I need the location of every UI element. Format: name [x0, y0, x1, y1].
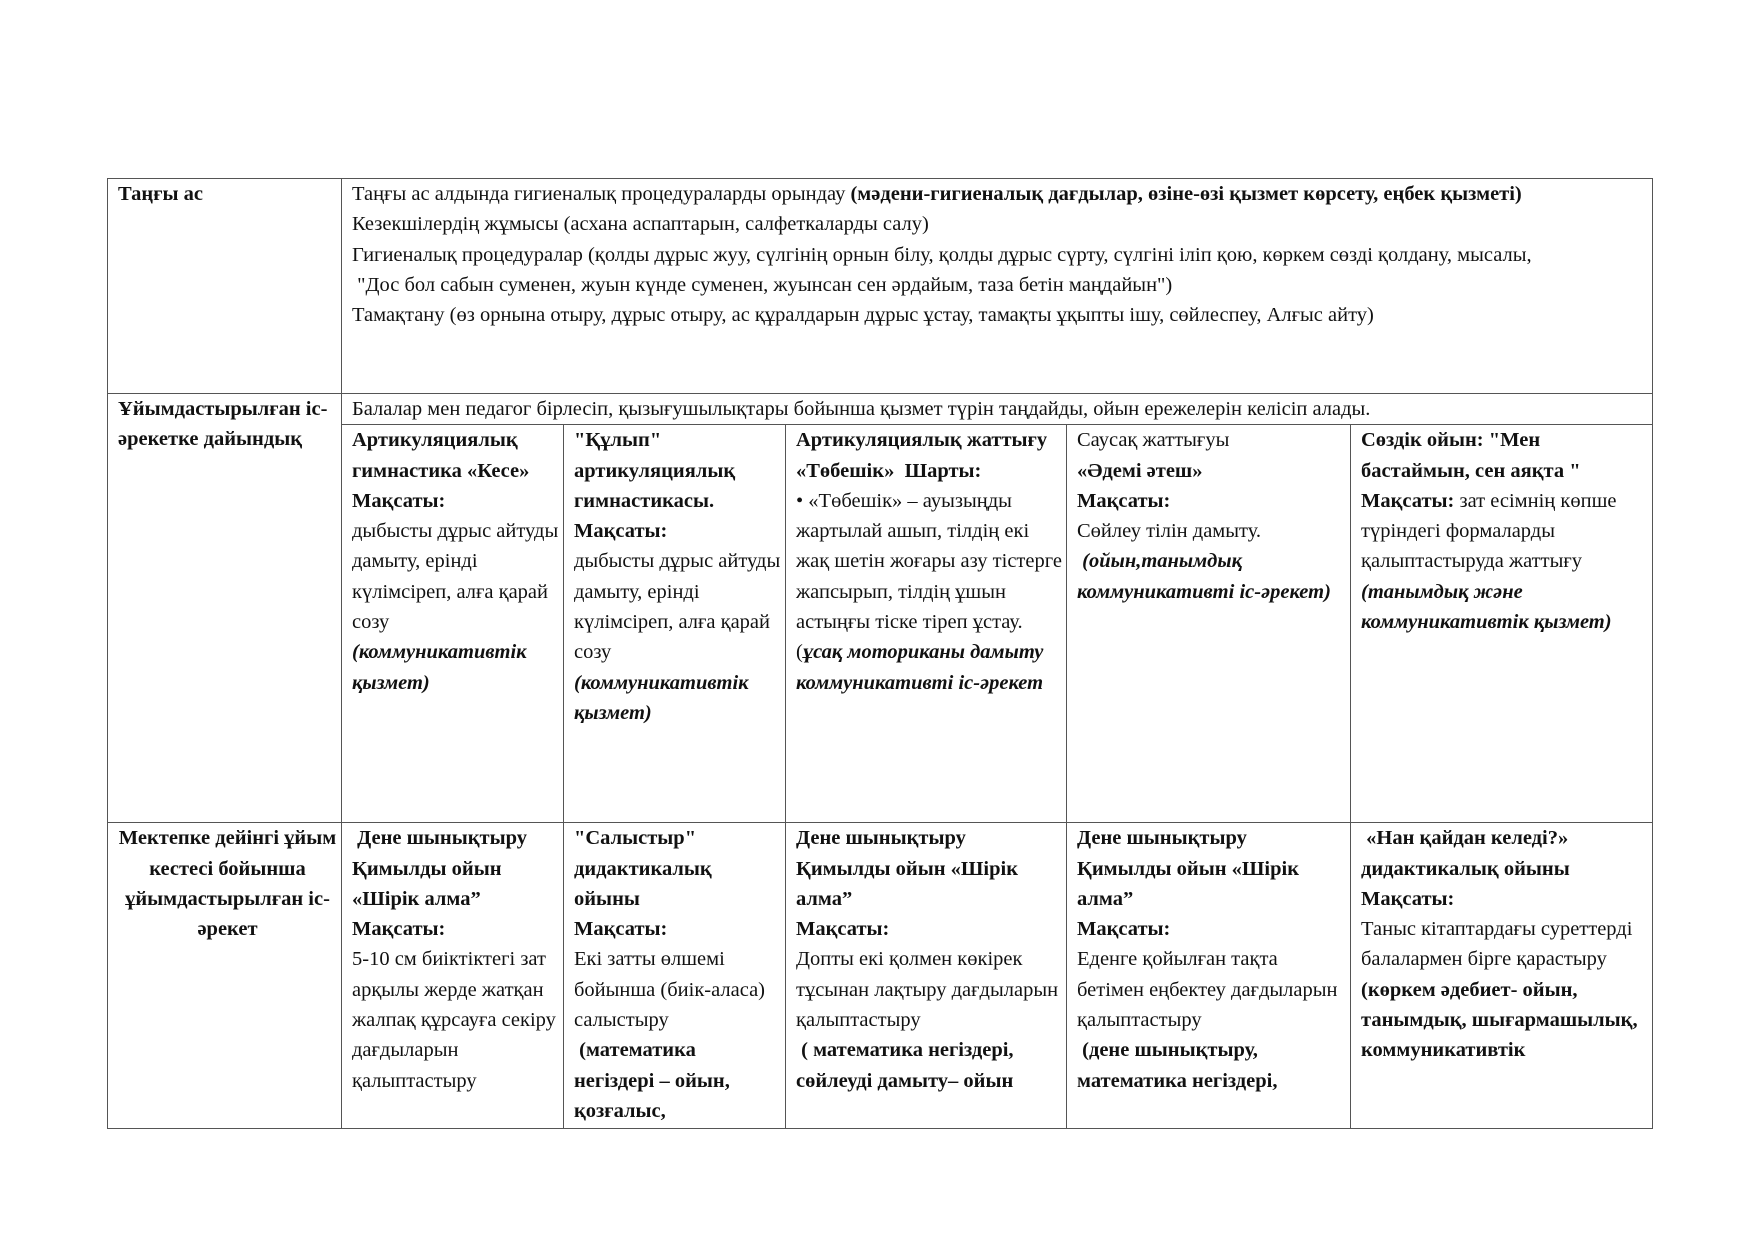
prep-summary-text: Балалар мен педагог бірлесіп, қызығушылықтары бойынша қызмет түрін таңдайды, ойын ережелерін келісіп алады.: [352, 398, 1371, 420]
prep-cell-1-title: Артикуляциялық гимнастика «Кесе»: [352, 429, 530, 482]
prep-cell-2-goal-label: Мақсаты:: [574, 520, 668, 543]
prep-cell-3-body: • «Төбешік» – ауызыңды жартылай ашып, тілдің екі жақ шетін жоғары азу тістерге жапсырып, тілдің ұшын астыңғы тіске тіреп ұстау.: [796, 489, 1062, 634]
activity-cell-2-goal-label: Мақсаты:: [574, 918, 668, 941]
breakfast-line-1: [352, 179, 1648, 209]
row-prep-summary: [108, 394, 1653, 425]
prep-cell-4-goal-label: Мақсаты:: [1077, 489, 1171, 512]
prep-cell-5-goal: зат есімнің көпше түріндегі формаларды қалыптастыруда жаттығу: [1361, 489, 1622, 573]
row-label-breakfast: [108, 179, 342, 394]
prep-cell-5: [1351, 425, 1653, 823]
prep-cell-1: [342, 425, 564, 823]
breakfast-line-1-bold: (мәдени-гигиеналық дағдылар, өзіне-өзі қызмет көрсету, еңбек қызметі): [850, 183, 1522, 205]
activity-label: Мектепке дейінгі ұйым кестесі бойынша ұйымдастырылған іс-әрекет: [118, 827, 337, 941]
activity-cell-1-goal: 5-10 см биіктіктегі зат арқылы жерде жатқан жалпақ құрсауға секіру дағдыларын қалыптастыру: [352, 948, 556, 1092]
prep-cell-3-title: Артикуляциялық жаттығу «Төбешік» Шарты:: [796, 429, 1053, 482]
prep-cell-2-title: "Құлып" артикуляциялық гимнастикасы.: [574, 429, 736, 512]
breakfast-line-4: "Дос бол сабын суменен, жуын күнде суменен, жуынсан сен әрдайым, таза бетін маңдайын"): [352, 273, 1173, 296]
activity-cell-3: [786, 823, 1067, 1129]
breakfast-content: [342, 179, 1653, 394]
activity-cell-5-goal: Таныс кітаптардағы суреттерді балалармен бірге қарастыру: [1361, 918, 1638, 971]
activity-cell-5-title: «Нан қайдан келеді?» дидактикалық ойыны: [1361, 827, 1574, 880]
breakfast-label: Таңғы ас: [118, 183, 204, 205]
activity-cell-3-goal: Допты екі қолмен көкірек тұсынан лақтыру дағдыларын қалыптастыру: [796, 948, 1059, 1032]
prep-cell-3-note-paren: (: [796, 641, 803, 664]
prep-cell-4: [1067, 425, 1351, 823]
prep-cell-5-goal-label: Мақсаты:: [1361, 489, 1455, 512]
activity-cell-2-title: "Салыстыр" дидактикалық ойыны: [574, 827, 712, 910]
activity-cell-5-goal-label: Мақсаты:: [1361, 887, 1455, 910]
activity-cell-5: [1351, 823, 1653, 1129]
prep-cell-4-goal: Сөйлеу тілін дамыту.: [1077, 520, 1262, 543]
prep-label: Ұйымдастырылған іс-әрекетке дайындық: [118, 398, 328, 451]
prep-cell-2-goal: дыбысты дұрыс айтуды дамыту, ерінді күлімсіреп, алға қарай созу: [574, 550, 781, 664]
activity-cell-1: [342, 823, 564, 1129]
activity-cell-4: [1067, 823, 1351, 1129]
activity-cell-3-note: ( математика негіздері, сөйлеуді дамыту– ойын: [796, 1039, 1019, 1092]
row-activity: [108, 823, 1653, 1129]
daily-plan-table: [107, 178, 1653, 1129]
prep-cell-1-goal: дыбысты дұрыс айтуды дамыту, ерінді күлімсіреп, алға қарай созу: [352, 520, 559, 634]
row-label-activity: [108, 823, 342, 1129]
breakfast-line-5: Тамақтану (өз орнына отыру, дұрыс отыру, ас құралдарын дұрыс ұстау, тамақты ұқыпты ішу, сөйлеспеу, Алғыс айту): [352, 304, 1374, 327]
prep-cell-4-note: (ойын,танымдық коммуникативті іс-әрекет): [1077, 550, 1331, 603]
activity-cell-4-goal: Еденге қойылған тақта бетімен еңбектеу дағдыларын қалыптастыру: [1077, 948, 1338, 1032]
activity-cell-5-note: (көркем әдебиет- ойын, танымдық, шығармашылық, коммуникативтік: [1361, 978, 1638, 1062]
prep-cell-5-title: Сөздік ойын: "Мен бастаймын, сен аяқта ": [1361, 429, 1581, 482]
activity-cell-3-goal-label: Мақсаты:: [796, 918, 890, 941]
prep-cell-3: [786, 425, 1067, 823]
activity-cell-4-note: (дене шынықтыру, математика негіздері,: [1077, 1039, 1278, 1092]
prep-cell-2: [564, 425, 786, 823]
prep-cell-4-title-plain: Саусақ жаттығуы: [1077, 429, 1230, 452]
activity-cell-2-note: (математика негіздері – ойын, қозғалыс,: [574, 1039, 735, 1122]
activity-cell-3-title: Дене шынықтыру Қимылды ойын «Шірік алма”: [796, 827, 1019, 910]
activity-cell-4-goal-label: Мақсаты:: [1077, 918, 1171, 941]
prep-cell-1-note: (коммуникативтік қызмет): [352, 641, 527, 694]
row-breakfast: [108, 179, 1653, 394]
breakfast-line-2: Кезекшілердің жұмысы (асхана аспаптарын, салфеткаларды салу): [352, 213, 929, 236]
breakfast-line-1-text: Таңғы ас алдында гигиеналық процедураларды орындау: [352, 183, 851, 205]
prep-cell-2-note: (коммуникативтік қызмет): [574, 671, 749, 724]
activity-cell-1-goal-label: Мақсаты:: [352, 918, 446, 941]
prep-cell-5-note: (танымдық және коммуникативтік қызмет): [1361, 580, 1612, 634]
prep-cell-4-title: «Әдемі әтеш»: [1077, 459, 1203, 482]
prep-cell-1-goal-label: Мақсаты:: [352, 489, 446, 512]
activity-cell-4-title: Дене шынықтыру Қимылды ойын «Шірік алма”: [1077, 827, 1300, 910]
activity-cell-2-goal: Екі затты өлшемі бойынша (биік-аласа) салыстыру: [574, 948, 765, 1032]
row-label-prep: [108, 394, 342, 823]
prep-cell-3-note: ұсақ моториканы дамыту коммуникативті іс-әрекет: [796, 641, 1044, 694]
prep-summary: [342, 394, 1653, 425]
activity-cell-2: [564, 823, 786, 1129]
breakfast-line-3: Гигиеналық процедуралар (қолды дұрыс жуу, сүлгінің орнын білу, қолды дұрыс сүрту, сүлгіні іліп қою, көркем сөзді қолдану, мысалы,: [352, 243, 1532, 266]
activity-cell-1-title: Дене шынықтыру Қимылды ойын «Шірік алма”: [352, 827, 533, 910]
